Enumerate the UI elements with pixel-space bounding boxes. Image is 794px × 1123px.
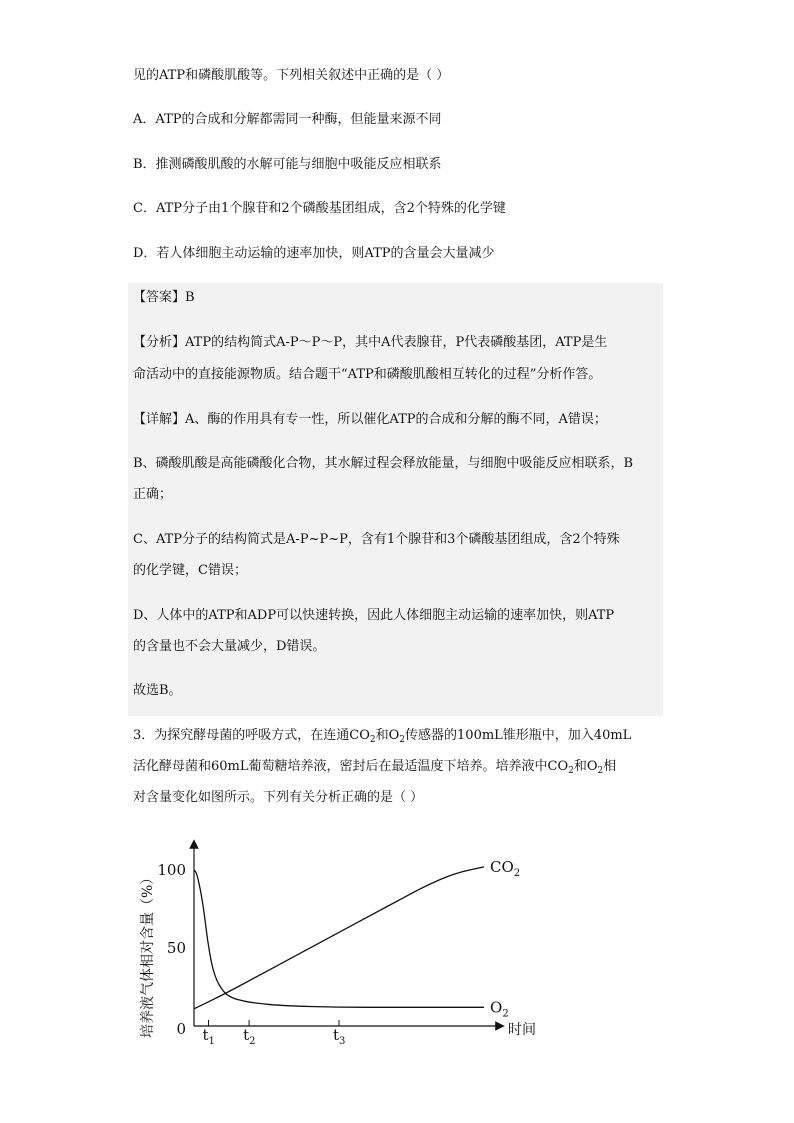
q3-line-1-a: 3．为探究酵母菌的呼吸方式，在连通CO xyxy=(133,728,370,743)
q3-sub: 2 xyxy=(399,735,406,745)
answer: 【答案】B xyxy=(133,290,195,305)
q3-line-3: 对含量变化如图所示。下列有关分析正确的是（ ） xyxy=(133,790,424,805)
y-tick-label: 50 xyxy=(166,939,186,957)
gas-content-chart xyxy=(128,830,558,1050)
analysis-line-1: 【分析】ATP的结构简式A-P～P～P，其中A代表腺苷，P代表磷酸基团，ATP是生 xyxy=(133,335,608,350)
q3-sub: 2 xyxy=(568,766,574,776)
q3-line-2 xyxy=(133,757,616,777)
x-axis-label: 时间 xyxy=(508,1022,536,1038)
detail-line-c-1: C、ATP分子的结构简式是A-P~P~P，含有1个腺苷和3个磷酸基团组成，含2个特殊 xyxy=(133,532,620,547)
detail-line-a: 【详解】A、酶的作用具有专一性，所以催化ATP的合成和分解的酶不同，A错误； xyxy=(133,412,607,427)
q3-sub: 2 xyxy=(369,735,376,745)
option-b: B．推测磷酸肌酸的水解可能与细胞中吸能反应相联系 xyxy=(133,157,442,172)
option-d: D．若人体细胞主动运输的速率加快，则ATP的含量会大量减少 xyxy=(133,246,495,261)
detail-conclusion: 故选B。 xyxy=(133,683,182,698)
q3-line-1 xyxy=(133,726,631,746)
q3-line-1-c: 传感器的100mL锥形瓶中，加入40mL xyxy=(405,728,632,743)
x-tick-label: $t_2$ xyxy=(243,1026,256,1047)
q3-line-1-b: 和O xyxy=(375,728,400,743)
question-stem-continuation: 见的ATP和磷酸肌酸等。下列相关叙述中正确的是（ ） xyxy=(133,68,450,83)
detail-line-c-2: 的化学键，C错误； xyxy=(133,563,247,578)
x-tick-label: $t_1$ xyxy=(202,1026,215,1047)
x-tick-label: $t_3$ xyxy=(333,1026,346,1047)
series-label-o2: $O_2$ xyxy=(490,998,509,1020)
y-tick-label: 0 xyxy=(176,1020,186,1038)
option-c: C．ATP分子由1个腺苷和2个磷酸基团组成，含2个特殊的化学键 xyxy=(133,201,506,216)
q3-line-2-c: 相 xyxy=(603,759,617,774)
y-axis-label: 培养液气体相对含量（%） xyxy=(140,870,156,1038)
analysis-line-2: 命活动中的直接能源物质。结合题干“ATP和磷酸肌酸相互转化的过程”分析作答。 xyxy=(133,367,602,382)
q3-sub: 2 xyxy=(597,766,604,776)
q3-line-2-b: 和O xyxy=(573,759,598,774)
series-label-co2: $CO_2$ xyxy=(490,857,521,879)
y-tick-label: 100 xyxy=(157,861,186,879)
detail-line-d-1: D、人体中的ATP和ADP可以快速转换，因此人体细胞主动运输的速率加快，则ATP xyxy=(133,608,615,623)
detail-line-b-1: B、磷酸肌酸是高能磷酸化合物，其水解过程会释放能量，与细胞中吸能反应相联系，B xyxy=(133,456,634,471)
detail-line-b-2: 正确； xyxy=(133,487,173,502)
q3-line-2-a: 活化酵母菌和60mL葡萄糖培养液，密封后在最适温度下培养。培养液中CO xyxy=(133,759,569,774)
option-a: A．ATP的合成和分解都需同一种酶，但能量来源不同 xyxy=(133,112,442,127)
detail-line-d-2: 的含量也不会大量减少，D错误。 xyxy=(133,639,326,654)
series-line-co2 xyxy=(194,867,484,1009)
